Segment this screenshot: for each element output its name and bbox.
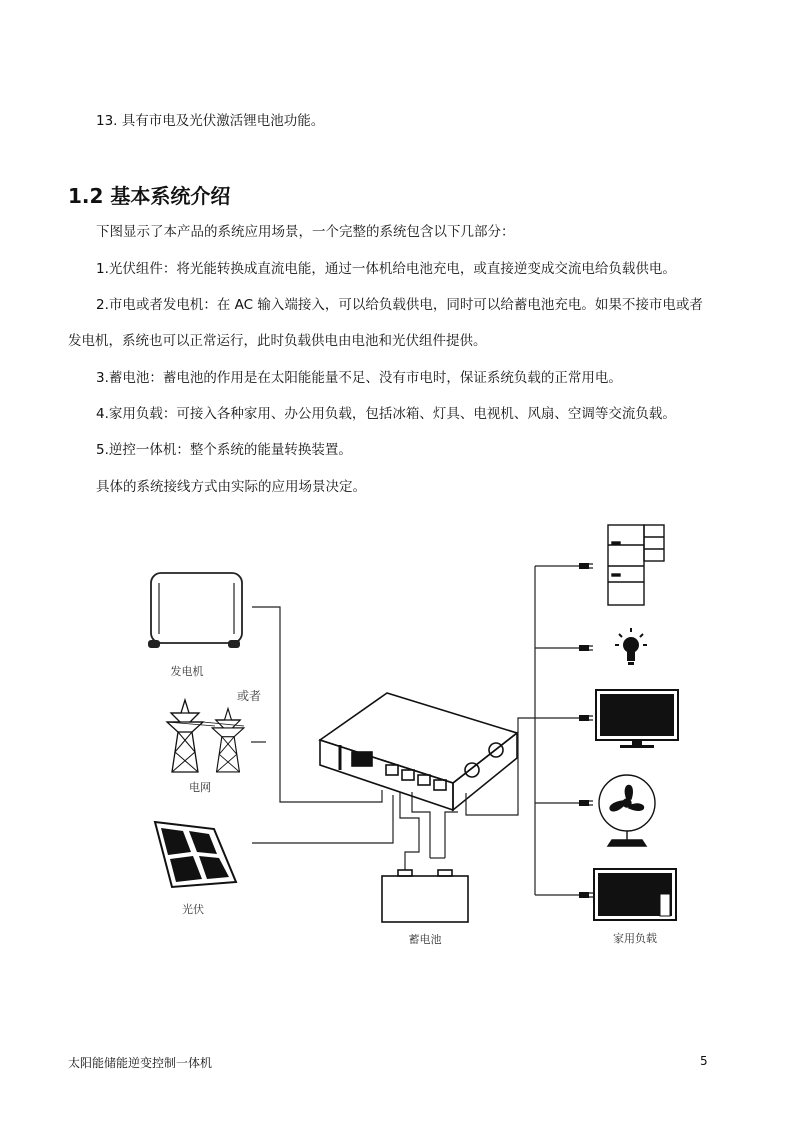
input-wiring bbox=[251, 607, 458, 870]
monitor-icon bbox=[596, 690, 678, 748]
loads-label: 家用负载 bbox=[613, 932, 657, 945]
refrigerator-icon bbox=[608, 525, 664, 605]
generator-label: 发电机 bbox=[170, 665, 204, 678]
item-pv: 1.光伏组件：将光能转换成直流电能，通过一体机给电池充电，或直接逆变成交流电给负载供电。 bbox=[96, 261, 676, 277]
item-grid-line1: 2.市电或者发电机：在 AC 输入端接入，可以给负载供电，同时可以给蓄电池充电。如果不接市电或者 bbox=[96, 297, 703, 313]
item-battery: 3.蓄电池：蓄电池的作用是在太阳能能量不足、没有市电时，保证系统负载的正常用电。 bbox=[96, 370, 622, 386]
pylon-icon bbox=[167, 700, 244, 772]
grid-label: 电网 bbox=[189, 781, 211, 794]
item-grid-line2: 发电机，系统也可以正常运行，此时负载供电由电池和光伏组件提供。 bbox=[68, 333, 487, 349]
item-inverter: 5.逆控一体机：整个系统的能量转换装置。 bbox=[96, 442, 352, 458]
lightbulb-icon bbox=[615, 628, 647, 665]
television-icon bbox=[594, 869, 676, 920]
section-heading: 1.2 基本系统介绍 bbox=[68, 184, 231, 208]
battery-label: 蓄电池 bbox=[408, 933, 442, 946]
closing-paragraph: 具体的系统接线方式由实际的应用场景决定。 bbox=[96, 479, 366, 495]
item-loads: 4.家用负载：可接入各种家用、办公用负载，包括冰箱、灯具、电视机、风扇、空调等交流负载。 bbox=[96, 406, 676, 422]
plug-icon bbox=[579, 563, 593, 898]
or-label: 或者 bbox=[236, 689, 262, 703]
inverter-icon bbox=[320, 693, 517, 810]
system-diagram bbox=[0, 505, 791, 965]
output-wiring bbox=[466, 566, 580, 895]
solar-panel-icon bbox=[155, 822, 236, 887]
intro-paragraph: 下图显示了本产品的系统应用场景，一个完整的系统包含以下几部分： bbox=[96, 224, 515, 240]
pv-label: 光伏 bbox=[182, 903, 204, 916]
footer-title: 太阳能储能逆变控制一体机 bbox=[68, 1056, 213, 1070]
fan-icon bbox=[599, 775, 655, 846]
generator-icon bbox=[148, 573, 242, 648]
page-number: 5 bbox=[700, 1054, 708, 1068]
feature-13: 13. 具有市电及光伏激活锂电池功能。 bbox=[96, 113, 325, 129]
battery-icon bbox=[382, 870, 468, 922]
